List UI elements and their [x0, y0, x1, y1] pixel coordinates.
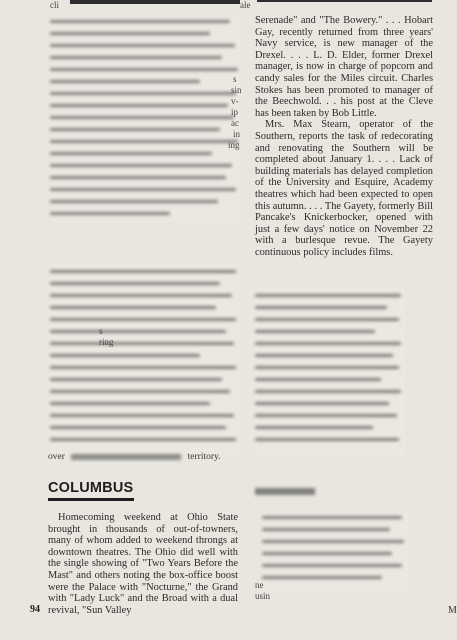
blurred-text-block — [262, 512, 408, 592]
page-number: 94 — [30, 604, 40, 615]
article-paragraph: Homecoming weekend at Ohio State brought in thousands of out-of-towners, many of whom added to weekend throngs at downtown theatres. The Ohio did well with the single showing of "Two Years Before the Mast" and others noting the box-office boost were the Palace with "Nocturne," the Grand with "Lady Luck" and the Broad with a dual revival, "Sun Valley — [48, 512, 238, 616]
text-fragment: sin — [231, 85, 242, 95]
blurred-text-block — [255, 288, 405, 456]
top-rule — [257, 0, 432, 2]
text-fragment: ale — [240, 0, 251, 10]
text-fragment: ring — [99, 337, 114, 347]
blurred-text-block — [50, 14, 242, 222]
article-right-column — [255, 15, 433, 258]
blurred-heading — [255, 488, 315, 495]
blurred-lines — [262, 512, 408, 592]
article-paragraph: Mrs. Max Stearn, operator of the Southern, reports the task of redecorating and renovating the Southern will be completed about January 1. . . . Lack of building materials has delayed completion of the University and Esquire, Academy theatres which had been expected to open this autumn. . . . The Gayety, formerly Bill Pancake's Knickerbocker, opened with just a few days' notice on November 22 with a burlesque revue. The Gayety continuous policy includes films. — [255, 119, 433, 258]
blurred-lines — [50, 264, 240, 454]
photo-caption — [48, 452, 221, 462]
text-fragment: ac — [231, 118, 239, 128]
text-fragment: usin — [255, 591, 271, 601]
text-fragment: cli — [50, 0, 59, 10]
text-fragment: s — [233, 74, 237, 84]
heading-underline — [48, 498, 134, 501]
top-rule — [70, 0, 240, 4]
article-bottom-column — [48, 512, 238, 616]
text-fragment: v- — [231, 96, 239, 106]
text-fragment: ip — [231, 107, 239, 117]
article-paragraph: Serenade" and "The Bowery." . . . Hobart Gay, recently returned from three years' Navy service, is new manager of the Drexel. . . . L. D. Elder, former Drexel manager, is now in charge of popcorn and candy sales for the Miles circuit. Charles Stokes has been promoted to manager of the Beechwold. . . his post at the Cleve has been taken by Bob Little. — [255, 15, 433, 119]
text-fragment: in — [233, 129, 241, 139]
edge-letter: M — [448, 605, 457, 616]
blurred-lines — [255, 288, 405, 456]
blurred-caption-text — [71, 454, 181, 460]
blurred-text-block — [50, 264, 240, 454]
text-fragment: s — [99, 326, 103, 336]
caption-start: over — [48, 452, 65, 462]
text-fragment: ne — [255, 580, 264, 590]
text-fragment: ing — [228, 140, 240, 150]
caption-end: territory. — [187, 452, 221, 462]
blurred-lines — [50, 14, 242, 222]
section-heading: COLUMBUS — [48, 480, 134, 496]
